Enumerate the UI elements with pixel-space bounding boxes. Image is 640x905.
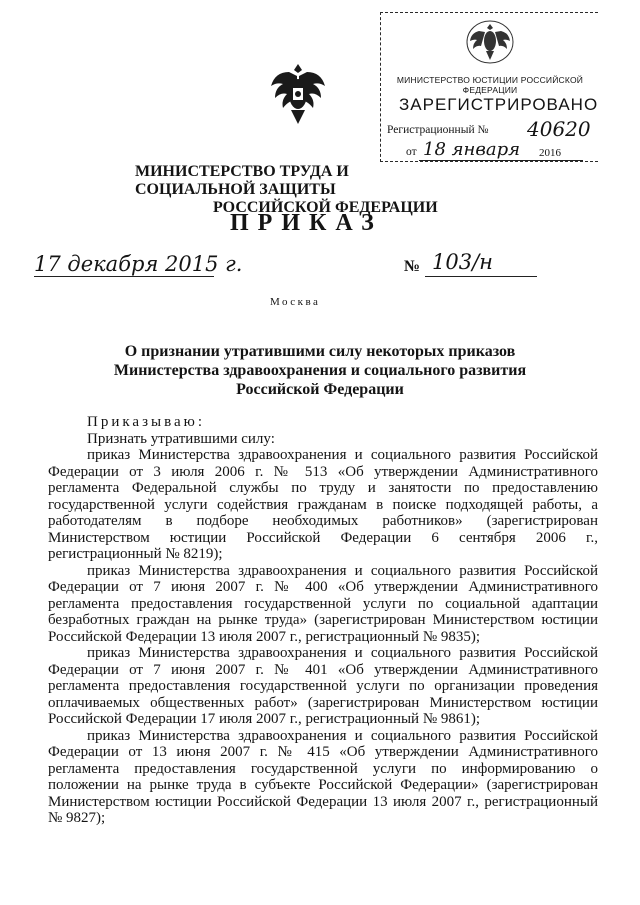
document-heading: О признании утратившими силу некоторых приказов Министерства здравоохранения и социального развития Российской Федерации — [113, 343, 527, 398]
body-paragraph: приказ Министерства здравоохранения и социального развития Российской Федерации от 7 июня 2007 г. № 400 «Об утверждении Административного регламента предоставления государственной услуги по социальной адаптации безработных граждан на рынке труда» (зарегистрирован Министерством юстиции Российской Федерации 13 июля 2007 г., регистрационный № 9835); — [48, 562, 598, 645]
registration-date-underline — [419, 160, 583, 161]
issuer-line-2: РОССИЙСКОЙ ФЕДЕРАЦИИ — [213, 199, 438, 216]
registration-year: 2016 — [539, 147, 561, 159]
order-date-underline — [34, 276, 214, 277]
registration-number-label: Регистрационный № — [387, 124, 489, 136]
issuer-line-1: МИНИСТЕРСТВО ТРУДА И СОЦИАЛЬНОЙ ЗАЩИТЫ — [135, 163, 349, 198]
document-body — [48, 414, 598, 827]
order-number-underline — [425, 276, 537, 277]
body-paragraph: приказ Министерства здравоохранения и социального развития Российской Федерации от 7 июня 2007 г. № 401 «Об утверждении Административного регламента предоставления государственной услуги по организации проведения оплачиваемых общественных работ» (зарегистрирован Министерством юстиции Российской Федерации 17 июля 2007 г., регистрационный № 9861); — [48, 645, 598, 727]
order-number-label: № — [404, 258, 421, 275]
issuer-title — [135, 163, 465, 217]
order-date: 17 декабря 2015 г. — [34, 252, 243, 276]
registration-number: 40620 — [527, 117, 591, 141]
order-number: 103/н — [432, 250, 493, 274]
registration-date-prefix: от — [406, 146, 417, 158]
city: Москва — [270, 296, 321, 308]
document-type: ПРИКАЗ — [230, 210, 383, 236]
body-paragraph: приказ Министерства здравоохранения и социального развития Российской Федерации от 3 июля 2006 г. № 513 «Об утверждении Административного регламента Федеральной службы по труду и занятости по предоставлению государственной услуги содействия гражданам в поиске подходящей работы, а работодателям в подборе необходимых работников» (зарегистрирован Министерством юстиции Российской Федерации 6 сентября 2006 г., регистрационный № 8219); — [48, 447, 598, 562]
coat-of-arms-icon — [267, 60, 329, 128]
stamp-ministry-line: МИНИСТЕРСТВО ЮСТИЦИИ РОССИЙСКОЙ ФЕДЕРАЦИИ — [396, 75, 584, 95]
stamp-registered-label: ЗАРЕГИСТРИРОВАНО — [399, 95, 599, 114]
emblem-seal-icon — [465, 19, 515, 65]
recognize-invalid-label: Признать утратившими силу: — [87, 430, 275, 447]
body-paragraph: приказ Министерства здравоохранения и социального развития Российской Федерации от 13 июня 2007 г. № 415 «Об утверждении Административного регламента предоставления государственной услуги по информированию о положении на рынке труда в субъекте Российской Федерации» (зарегистрирован Министерством юстиции Российской Федерации 13 июля 2007 г., регистрационный № 9827); — [48, 727, 598, 826]
orders-label: Приказываю: — [87, 414, 205, 430]
registration-date: 18 января — [423, 139, 521, 160]
registration-stamp — [380, 12, 598, 162]
